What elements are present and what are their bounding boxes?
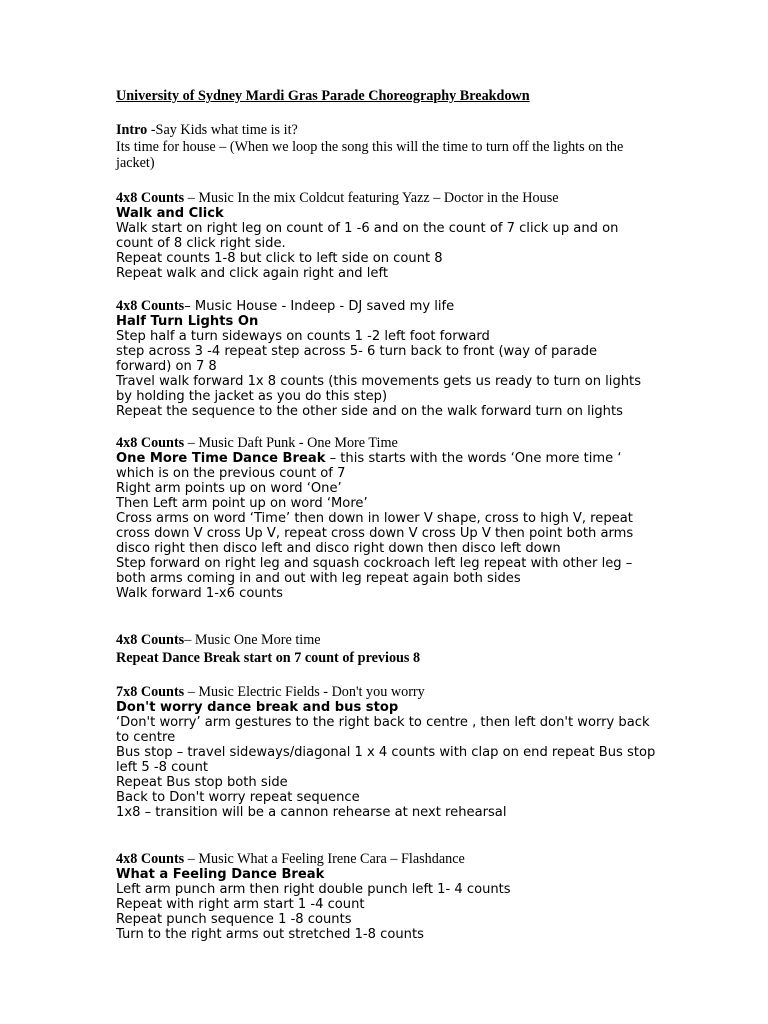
section-subtitle: One More Time Dance Break xyxy=(116,450,326,466)
section-line: Back to Don't worry repeat sequence xyxy=(116,789,360,805)
section-counts: 4x8 Counts xyxy=(116,850,185,867)
section-line: Bus stop – travel sideways/diagonal 1 x 4 counts with clap on end repeat Bus stop left 5 -8 count xyxy=(116,744,656,775)
section-line: Travel walk forward 1x 8 counts (this movements gets us ready to turn on lights by holding the jacket as you do this step) xyxy=(116,373,642,404)
section-line: Repeat the sequence to the other side and on the walk forward turn on lights xyxy=(116,403,623,419)
section-counts: 4x8 Counts xyxy=(116,631,185,648)
section-music: – Music Daft Punk - One More Time xyxy=(184,434,398,451)
intro-text: -Say Kids what time is it? xyxy=(147,122,298,138)
intro-section xyxy=(116,122,656,172)
section-4 xyxy=(116,632,656,666)
section-line: ‘Don't worry’ arm gestures to the right back to centre , then left don't worry back to centre xyxy=(116,714,650,745)
section-line: Repeat punch sequence 1 -8 counts xyxy=(116,911,352,927)
section-line: Left arm punch arm then right double punch left 1- 4 counts xyxy=(116,881,511,897)
section-line: Right arm points up on word ‘One’ xyxy=(116,480,342,496)
section-line: Then Left arm point up on word ‘More’ xyxy=(116,495,368,511)
section-counts: 4x8 Counts xyxy=(116,189,185,206)
intro-label: Intro xyxy=(116,122,148,138)
intro-line-2: Its time for house – (When we loop the song this will the time to turn off the lights on the jacket) xyxy=(116,138,624,171)
section-line: Cross arms on word ‘Time’ then down in lower V shape, cross to high V, repeat cross down V cross Up V, repeat cross down V cross Up V then point both arms disco right then disco left and disco right down then disco left down xyxy=(116,510,634,556)
section-subtitle: Half Turn Lights On xyxy=(116,313,259,329)
section-line: Turn to the right arms out stretched 1-8 counts xyxy=(116,926,424,942)
section-3 xyxy=(116,435,656,601)
section-subtitle: What a Feeling Dance Break xyxy=(116,866,325,882)
section-1 xyxy=(116,190,656,281)
section-line: Step half a turn sideways on counts 1 -2 left foot forward xyxy=(116,328,490,344)
section-line: Step forward on right leg and squash cockroach left leg repeat with other leg – both arms coming in and out with leg repeat again both sides xyxy=(116,555,633,586)
section-subtitle: Don't worry dance break and bus stop xyxy=(116,699,399,715)
section-music: – Music House - Indeep - DJ saved my life xyxy=(184,298,455,314)
document-title: University of Sydney Mardi Gras Parade Choreography Breakdown xyxy=(116,88,530,104)
section-subtitle: Walk and Click xyxy=(116,205,224,221)
section-line: Walk start on right leg on count of 1 -6 and on the count of 7 click up and on count of 8 click right side. xyxy=(116,220,619,251)
section-5 xyxy=(116,684,656,820)
section-music: – Music What a Feeling Irene Cara – Flashdance xyxy=(184,850,465,867)
section-music: – Music In the mix Coldcut featuring Yazz – Doctor in the House xyxy=(184,189,559,206)
section-counts: 4x8 Counts xyxy=(116,297,185,314)
section-line: 1x8 – transition will be a cannon rehearse at next rehearsal xyxy=(116,804,507,820)
section-line: Walk forward 1-x6 counts xyxy=(116,585,283,601)
section-6 xyxy=(116,851,656,942)
section-line: Repeat with right arm start 1 -4 count xyxy=(116,896,365,912)
section-line: Repeat counts 1-8 but click to left side on count 8 xyxy=(116,250,443,266)
section-music: – Music One More time xyxy=(184,631,321,648)
section-subtitle-tail: – this starts with the words ‘One more time ‘ which is on the previous count of 7 xyxy=(116,450,622,481)
section-music: – Music Electric Fields - Don't you worry xyxy=(184,683,425,700)
document-page xyxy=(116,86,656,942)
section-subtitle: Repeat Dance Break start on 7 count of previous 8 xyxy=(116,649,421,666)
section-counts: 7x8 Counts xyxy=(116,683,185,700)
section-line: step across 3 -4 repeat step across 5- 6 turn back to front (way of parade forward) on 7 8 xyxy=(116,343,598,374)
section-line: Repeat Bus stop both side xyxy=(116,774,288,790)
section-line: Repeat walk and click again right and left xyxy=(116,265,388,281)
section-2 xyxy=(116,298,656,419)
section-counts: 4x8 Counts xyxy=(116,434,185,451)
